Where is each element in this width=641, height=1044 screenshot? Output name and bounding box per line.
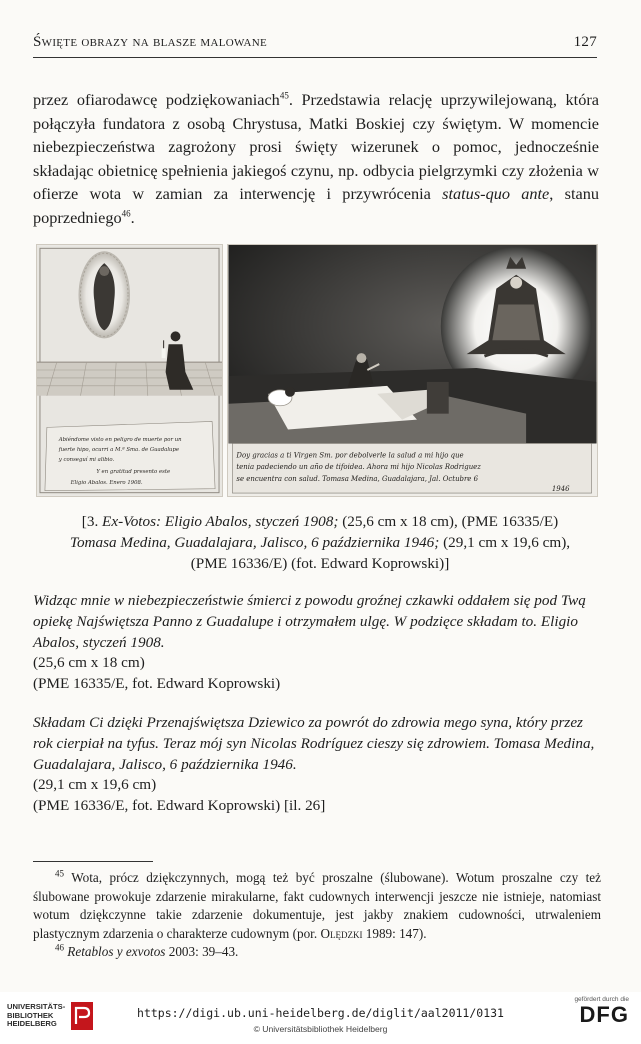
library-name-line: BIBLIOTHEK xyxy=(7,1010,54,1020)
body-text-part: . xyxy=(130,207,135,227)
votive-inscription-line: y conseguí mi alibio. xyxy=(58,457,115,464)
body-italic-phrase: status-quo ante xyxy=(442,184,550,204)
object-dimensions: (29,1 cm x 19,6 cm) xyxy=(33,776,157,794)
permalink-url[interactable]: https://digi.ub.uni-heidelberg.de/diglit/aal2011/0131 xyxy=(137,1006,504,1020)
object-dimensions: (25,6 cm x 18 cm) xyxy=(33,654,145,672)
votive-inscription-line: fuerte hipo, ocurri a M.ª Sma. de Guadalupe xyxy=(58,447,180,454)
votive-image-medina xyxy=(227,244,598,497)
votive-image-abalos xyxy=(36,244,223,497)
footnote-number: 45 xyxy=(55,868,64,879)
object-reference: (PME 16336/E, fot. Edward Koprowski) [il. 26] xyxy=(33,797,326,815)
running-head-title: Święte obrazy na blasze malowane xyxy=(33,34,267,50)
votive-inscription-line: se encuentra con salud. Tomasa Medina, Guadalajara, Jal. Octubre 6 xyxy=(236,475,479,484)
figure-caption xyxy=(40,511,600,574)
votive-painting-medina xyxy=(228,245,597,496)
caption-italic: Tomasa Medina, Guadalajara, Jalisco, 6 października 1946; xyxy=(69,534,440,551)
footnote-ref-46[interactable]: 46 xyxy=(121,208,131,219)
copyright-notice: © Universitätsbibliothek Heidelberg xyxy=(253,1024,388,1034)
header-rule xyxy=(33,57,597,58)
translation-block-abalos xyxy=(33,591,603,695)
translation-block-medina xyxy=(33,713,603,817)
votive-painting-abalos xyxy=(37,245,222,496)
caption-text: (29,1 cm x 19,6 cm), xyxy=(439,534,571,551)
votive-inscription-line: 1946 xyxy=(551,485,570,494)
footnote-text: Wota, prócz dziękczynnych, mogą też być proszalne (ślubowane). Wotum proszalne czy też ślubowane prowokuje zdarzenie mirakularne, fakt cudownych interwencji jeszcze nie istnieje, natomiast wotum dziękczynne takie zdarzenie dokumentuje, jest jakby znakiem cudowności, utrwaleniem plastycznym zdarzenia o charakterze cudownym (por. xyxy=(33,870,601,941)
footnote-rule xyxy=(33,861,153,862)
footnote-46 xyxy=(33,943,601,962)
digitization-footer xyxy=(0,992,641,1044)
translation-text: Widząc mnie w niebezpieczeństwie śmierci z powodu groźnej czkawki oddałem się pod Twą opiekę Najświętsza Panno z Guadalupe i otrzymałem ulgę. W podzięce składam to. Eligio Abalos, styczeń 1908. xyxy=(33,592,586,651)
body-text-part: przez ofiarodawcę podziękowaniach xyxy=(33,90,280,109)
library-name-line: HEIDELBERG xyxy=(7,1019,57,1029)
votive-inscription-line: Doy gracias a ti Virgen Sm. por debolverle la salud a mi hijo que xyxy=(236,451,464,460)
votive-inscription-line: Eligio Abalos. Enero 1908. xyxy=(70,479,143,486)
footnote-45 xyxy=(33,869,601,943)
library-name-line: UNIVERSITÄTS- xyxy=(7,1002,66,1012)
dfg-funding-note: gefördert durch die xyxy=(574,996,629,1003)
votive-inscription-line: Y en gratitud presento este xyxy=(96,468,171,475)
footnote-author: Olędzki xyxy=(320,925,363,941)
dfg-logo[interactable] xyxy=(574,996,629,1027)
translation-text: Składam Ci dzięki Przenajświętsza Dziewico za powrót do zdrowia mego syna, który przez rok cierpiał na tyfus. Teraz mój syn Nicolas Rodríguez cieszy się zdrowiem. Tomasa Medina, Guadalajara, Jalisco, 6 października 1946. xyxy=(33,714,595,773)
footnotes xyxy=(33,869,601,962)
page-number: 127 xyxy=(573,34,597,50)
footnote-text: 1989: 147). xyxy=(362,925,427,941)
caption-text: (25,6 cm x 18 cm), (PME 16335/E) xyxy=(338,513,559,530)
votive-inscription-line: Abiéndome visto en peligro de muerte por un xyxy=(58,437,182,444)
running-head xyxy=(33,34,597,51)
footnote-number: 46 xyxy=(55,942,64,953)
body-text-part: , stanu poprzedniego xyxy=(33,184,599,227)
footnote-text: 2003: 39–43. xyxy=(165,944,239,959)
body-paragraph xyxy=(33,88,599,230)
votive-inscription-line: tenia padeciendo un año de tifoidea. Ahora mi hijo Nicolas Rodriguez xyxy=(236,463,481,472)
caption-text: (PME 16336/E) (fot. Edward Koprowski)] xyxy=(190,555,450,572)
caption-italic: Ex-Votos: Eligio Abalos, styczeń 1908; xyxy=(102,513,339,530)
caption-text: [3. xyxy=(81,513,103,530)
body-text-part: . Przedstawia relację uprzywilejowaną, która połączyła fundatora z osobą Chrystusa, Matki Boskiej czy świętym. W momencie niebezpieczeństwa zagrożony prosi święty wizerunek o pomoc, jednocześnie składając obietnicę spełnienia jakiegoś czynu, np. odbycia pielgrzymki czy złożenia w ofierze wota w zamian za interwencję i przywrócenia xyxy=(33,90,599,204)
object-reference: (PME 16335/E, fot. Edward Koprowski) xyxy=(33,675,281,693)
dfg-wordmark: DFG xyxy=(579,1002,629,1027)
footnote-ref-45[interactable]: 45 xyxy=(279,90,289,101)
footnote-title: Retablos y exvotos xyxy=(67,944,166,959)
